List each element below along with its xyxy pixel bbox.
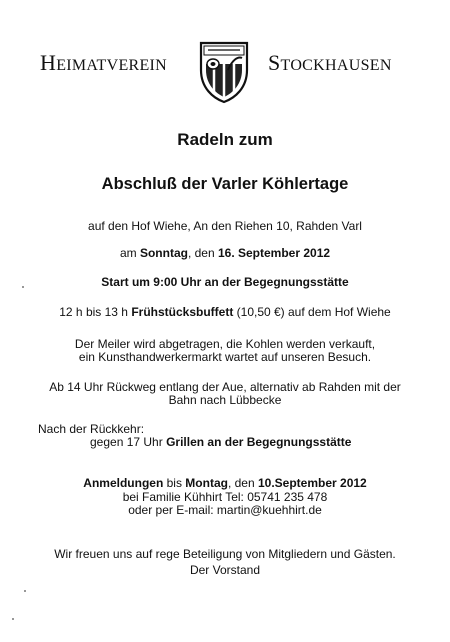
date-line <box>0 246 450 260</box>
club-name-right-initial: S <box>268 50 281 75</box>
return-line-1: Ab 14 Uhr Rückweg entlang der Aue, alternativ ab Rahden mit der <box>49 380 401 394</box>
title-line-1: Radeln zum <box>177 130 273 149</box>
date-weekday: Sonntag <box>139 246 188 260</box>
club-name-left <box>40 50 167 76</box>
registration-bold-b: Montag <box>185 476 228 490</box>
grill-line <box>90 435 351 449</box>
closing-signature: Der Vorstand <box>189 563 261 577</box>
date-mid: , den <box>187 246 218 260</box>
registration-family: bei Familie Kühhirt Tel: 05741 235 478 <box>122 490 328 504</box>
registration-mid: bis <box>163 476 186 490</box>
meiler-line-2: ein Kunsthandwerkermarkt wartet auf unseren Besuch. <box>78 350 372 364</box>
scan-speck <box>24 590 26 592</box>
registration-email: oder per E-mail: martin@kuehhirt.de <box>128 503 322 517</box>
breakfast-bold: Frühstücksbuffett <box>131 305 234 319</box>
closing-line-1: Wir freuen uns auf rege Beteiligung von Mitgliedern und Gästen. <box>54 547 396 561</box>
date-prefix: am <box>119 246 140 260</box>
location-text: auf den Hof Wiehe, An den Riehen 10, Rahden Varl <box>88 219 362 233</box>
registration-bold-c: 10.September 2012 <box>257 476 367 490</box>
registration-mid2: , den <box>227 476 258 490</box>
breakfast-line <box>0 305 450 319</box>
scan-speck <box>12 618 14 620</box>
scan-speck <box>22 286 24 288</box>
club-name-right-rest: TOCKHAUSEN <box>280 57 392 74</box>
coat-of-arms-icon <box>198 40 250 104</box>
breakfast-suffix: (10,50 €) auf dem Hof Wiehe <box>233 305 391 319</box>
start-line: Start um 9:00 Uhr an der Begegnungsstätte <box>101 275 349 289</box>
club-name-right <box>268 50 392 76</box>
grill-bold: Grillen an der Begegnungsstätte <box>166 435 352 449</box>
title-line-2: Abschluß der Varler Köhlertage <box>101 175 349 193</box>
registration-bold-a: Anmeldungen <box>83 476 164 490</box>
breakfast-prefix: 12 h bis 13 h <box>59 305 132 319</box>
grill-prefix: gegen 17 Uhr <box>90 435 167 449</box>
registration-line <box>0 476 450 490</box>
club-name-left-initial: H <box>40 50 57 75</box>
return-line-2: Bahn nach Lübbecke <box>168 393 282 407</box>
meiler-line-1: Der Meiler wird abgetragen, die Kohlen werden verkauft, <box>74 337 376 351</box>
after-return-label: Nach der Rückkehr: <box>38 422 145 436</box>
date-value: 16. September 2012 <box>217 246 331 260</box>
club-name-left-rest: EIMATVEREIN <box>56 57 168 74</box>
